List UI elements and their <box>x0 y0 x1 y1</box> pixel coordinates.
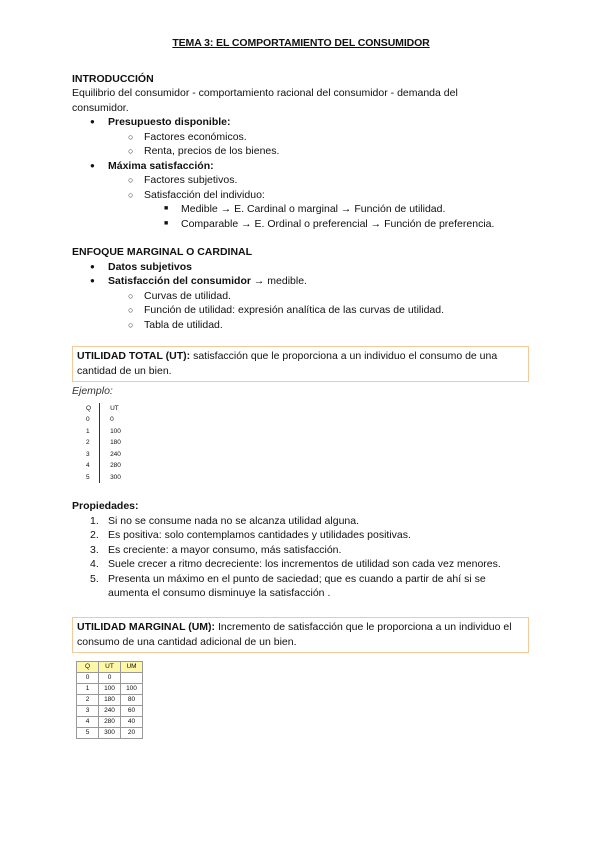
intro-heading: INTRODUCCIÓN <box>72 72 154 85</box>
table-row <box>77 694 143 705</box>
list-item: ○ Tabla de utilidad. <box>72 318 530 333</box>
list-item: ○ Factores económicos. <box>72 130 530 145</box>
ejemplo-label: Ejemplo: <box>72 385 113 397</box>
table-cell: 100 <box>99 683 121 694</box>
table-cell: 0 <box>77 672 99 683</box>
table-cell: UM <box>121 661 143 672</box>
list-item: ○ Renta, precios de los bienes. <box>72 144 530 159</box>
enfoque-list <box>72 260 530 333</box>
intro-text: Equilibrio del consumidor - comportamiento racional del consumidor - demanda del consumidor. <box>72 87 458 114</box>
list-item: ● Máxima satisfacción: <box>72 159 530 174</box>
table-cell: 5 <box>77 727 99 738</box>
list-item: 3. Es creciente: a mayor consumo, más satisfacción. <box>90 543 342 556</box>
utilidad-total-table <box>86 403 129 484</box>
table-cell: 3 <box>86 450 90 458</box>
table-cell: Q <box>86 404 92 412</box>
table-cell: 100 <box>100 426 129 438</box>
list-item: ■ Comparable → E. Ordinal o preferencial → Función de preferencia. <box>72 217 530 232</box>
utilidad-marginal-definition-box: UTILIDAD MARGINAL (UM): Incremento de satisfacción que le proporciona a un individuo el consumo de una cantidad adicional de un bien. <box>72 617 529 653</box>
list-item: ■ Medible → E. Cardinal o marginal → Función de utilidad. <box>72 202 530 217</box>
table-cell: 4 <box>86 462 90 469</box>
propiedades-heading: Propiedades: <box>72 500 139 512</box>
list-item: ● Satisfacción del consumidor → medible. <box>72 274 530 289</box>
list-item: 5. Presenta un máximo en el punto de saciedad; que es cuando a partir de ahí si se aumenta el consumo disminuye la satisfacción . <box>90 572 486 599</box>
table-cell: 0 <box>100 414 129 426</box>
table-row <box>86 449 129 461</box>
table-row <box>86 437 129 449</box>
table-row <box>86 460 129 472</box>
table-cell: 280 <box>100 460 129 472</box>
table-row <box>77 716 143 727</box>
table-cell: 300 <box>99 727 121 738</box>
table-cell: 60 <box>121 705 143 716</box>
table-cell: 5 <box>86 473 90 481</box>
table-cell: 280 <box>99 716 121 727</box>
table-cell: 1 <box>77 683 99 694</box>
propiedades-list <box>72 514 530 601</box>
list-item: ○ Factores subjetivos. <box>72 173 530 188</box>
table-row <box>77 705 143 716</box>
list-item: ○ Función de utilidad: expresión analítica de las curvas de utilidad. <box>72 303 530 318</box>
table-cell: 2 <box>77 694 99 705</box>
table-cell: 300 <box>100 472 129 484</box>
intro-list <box>72 115 530 231</box>
list-item: ● Presupuesto disponible: <box>72 115 530 130</box>
table-cell: 240 <box>100 449 129 461</box>
list-item: 4. Suele crecer a ritmo decreciente: los incrementos de utilidad son cada vez menores. <box>90 558 501 570</box>
list-item: ○ Satisfacción del individuo: <box>72 188 530 203</box>
utilidad-marginal-table <box>76 661 143 739</box>
list-item: ● Datos subjetivos <box>72 260 530 275</box>
table-cell: 20 <box>121 727 143 738</box>
utilidad-total-definition-box: UTILIDAD TOTAL (UT): satisfacción que le proporciona a un individuo el consumo de una cantidad de un bien. <box>72 346 529 382</box>
list-item: ○ Curvas de utilidad. <box>72 289 530 304</box>
table-row <box>86 426 129 438</box>
table-cell: 80 <box>121 694 143 705</box>
table-cell: 240 <box>99 705 121 716</box>
table-cell: 180 <box>100 437 129 449</box>
table-cell: 0 <box>86 416 90 423</box>
table-header-row <box>86 403 129 415</box>
list-item: 2. Es positiva: solo contemplamos cantidades y utilidades positivas. <box>90 529 411 541</box>
table-cell: Q <box>77 661 99 672</box>
document-title: TEMA 3: EL COMPORTAMIENTO DEL CONSUMIDOR <box>172 37 430 49</box>
table-cell: UT <box>99 661 121 672</box>
table-cell: 1 <box>86 427 90 435</box>
table-cell: UT <box>100 403 129 415</box>
table-header-row <box>77 661 143 672</box>
table-cell: 180 <box>99 694 121 705</box>
table-cell: 3 <box>77 705 99 716</box>
table-cell: 2 <box>86 439 90 446</box>
list-item: 1. Si no se consume nada no se alcanza utilidad alguna. <box>90 514 360 527</box>
table-row <box>77 672 143 683</box>
table-cell: 40 <box>121 716 143 727</box>
document-page <box>72 36 530 739</box>
table-cell: 4 <box>77 716 99 727</box>
table-cell: 0 <box>99 672 121 683</box>
table-cell: 100 <box>121 683 143 694</box>
table-row <box>77 727 143 738</box>
table-row <box>86 414 129 426</box>
enfoque-heading: ENFOQUE MARGINAL O CARDINAL <box>72 246 253 258</box>
table-row <box>86 472 129 484</box>
table-row <box>77 683 143 694</box>
table-cell <box>121 672 143 683</box>
